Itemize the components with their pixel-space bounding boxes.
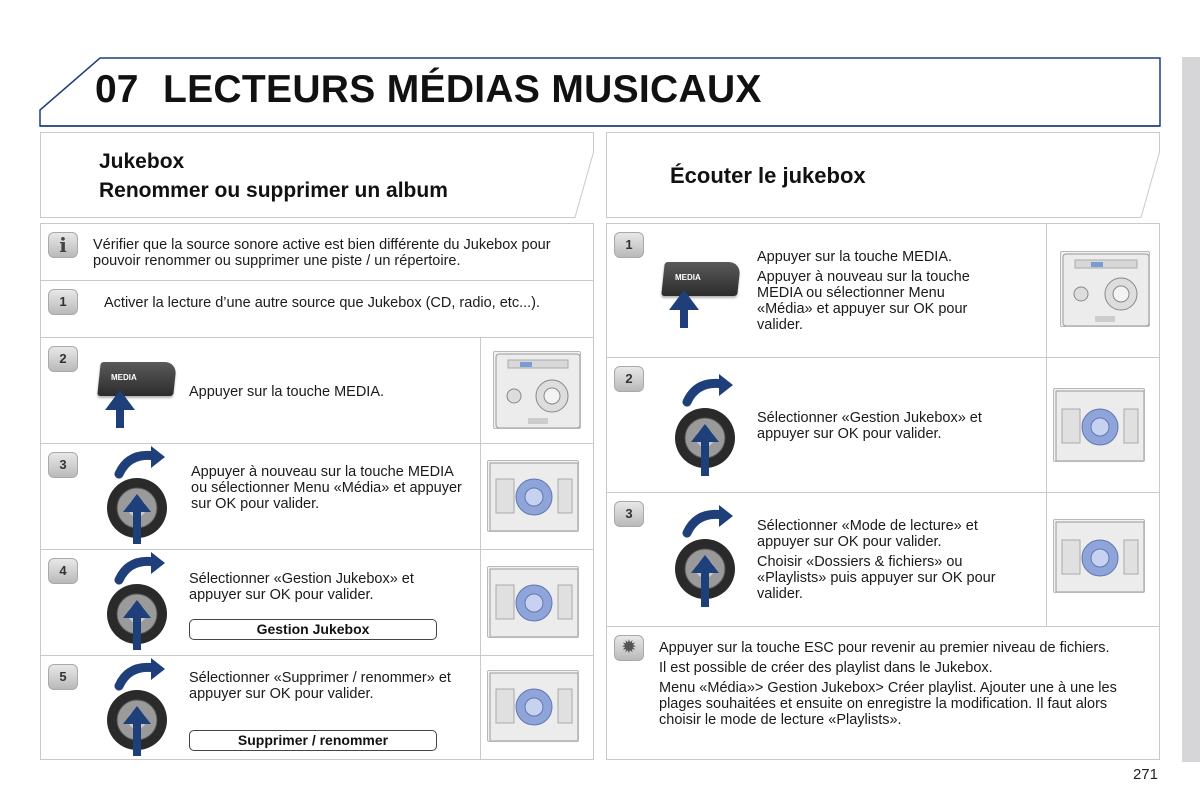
tip-row	[607, 627, 1159, 759]
media-key-label: MEDIA	[675, 273, 701, 282]
radio-unit-thumbnail	[1053, 388, 1145, 462]
step-text: Appuyer à nouveau sur la touche MEDIA ou sélectionner Menu «Média» et appuyer sur OK pour valider.	[191, 464, 462, 512]
tip-icon: ✹	[614, 635, 644, 661]
page-number: 271	[1132, 766, 1158, 783]
right-step-1	[607, 224, 1159, 358]
gestion-jukebox-button[interactable]: Gestion Jukebox	[189, 619, 437, 640]
radio-unit-thumbnail	[487, 460, 579, 532]
rotary-knob-icon	[669, 505, 749, 609]
left-title-line1: Jukebox	[99, 150, 185, 173]
step-badge: 1	[48, 289, 78, 315]
left-title-line2: Renommer ou supprimer un album	[99, 179, 448, 202]
step-text: Appuyer sur la touche MEDIA.	[189, 384, 385, 400]
dashboard-photo-cell	[480, 656, 593, 759]
supprimer-renommer-button[interactable]: Supprimer / renommer	[189, 730, 437, 751]
step-badge: 2	[614, 366, 644, 392]
rotary-knob-icon	[101, 446, 181, 546]
step-badge: 3	[614, 501, 644, 527]
left-step-1	[41, 281, 593, 338]
radio-unit-thumbnail	[493, 351, 581, 429]
dashboard-photo-cell	[1046, 493, 1159, 626]
left-step-2	[41, 338, 593, 444]
rotary-knob-icon	[101, 658, 181, 758]
chapter-title: LECTEURS MÉDIAS MUSICAUX	[163, 68, 762, 111]
left-step-4	[41, 550, 593, 656]
dashboard-photo-cell	[480, 550, 593, 655]
step-line-2: Choisir «Dossiers & fichiers» ou «Playlists» puis appuyer sur OK pour valider.	[757, 554, 996, 602]
step-text	[757, 518, 1032, 606]
radio-unit-thumbnail	[1060, 251, 1150, 327]
chapter-number: 07	[95, 68, 139, 111]
info-text: Vérifier que la source sonore active est bien différente du Jukebox pour pouvoir renommer ou supprimer une piste / un répertoire.	[93, 237, 551, 269]
media-key-label: MEDIA	[111, 373, 137, 382]
tip-line-1: Appuyer sur la touche ESC pour revenir au premier niveau de fichiers.	[659, 640, 1110, 656]
tip-line-3: Menu «Média»> Gestion Jukebox> Créer playlist. Ajouter une à une les plages souhaitées et ensuite on enregistre la modification. Il faut alors choisir le mode de lecture «Playlists».	[659, 680, 1117, 728]
step-badge: 1	[614, 232, 644, 258]
dashboard-photo-cell	[480, 444, 593, 549]
right-title: Écouter le jukebox	[670, 163, 866, 188]
step-line-1: Sélectionner «Mode de lecture» et appuyer sur OK pour valider.	[757, 518, 978, 550]
media-key	[99, 362, 179, 432]
right-step-2	[607, 358, 1159, 493]
dashboard-photo-cell	[1046, 224, 1159, 357]
left-panel	[40, 223, 594, 760]
step-text: Activer la lecture d’une autre source que Jukebox (CD, radio, etc...).	[104, 295, 541, 311]
tip-line-2: Il est possible de créer des playlist dans le Jukebox.	[659, 660, 993, 676]
right-step-3	[607, 493, 1159, 627]
step-text: Sélectionner «Gestion Jukebox» et appuyer sur OK pour valider.	[189, 571, 414, 603]
radio-unit-thumbnail	[1053, 519, 1145, 593]
radio-unit-thumbnail	[487, 566, 579, 638]
press-arrow-icon	[99, 362, 179, 432]
step-badge: 3	[48, 452, 78, 478]
left-step-5	[41, 656, 593, 759]
dashboard-photo-cell	[1046, 358, 1159, 492]
left-title-box	[40, 132, 594, 218]
step-badge: 4	[48, 558, 78, 584]
step-text: Sélectionner «Gestion Jukebox» et appuyer sur OK pour valider.	[757, 410, 982, 442]
step-badge: 2	[48, 346, 78, 372]
rotary-knob-icon	[101, 552, 181, 652]
right-panel	[606, 223, 1160, 760]
step-line-1: Appuyer sur la touche MEDIA.	[757, 249, 953, 265]
info-icon: i	[48, 232, 78, 258]
step-line-2: Appuyer à nouveau sur la touche MEDIA ou sélectionner Menu «Média» et appuyer sur OK pour valider.	[757, 269, 970, 333]
right-title-box	[606, 132, 1160, 218]
step-text	[757, 249, 1002, 337]
chapter-header	[0, 0, 1200, 130]
dashboard-photo-cell	[480, 338, 593, 443]
page-edge-strip	[1182, 57, 1200, 762]
radio-unit-thumbnail	[487, 670, 579, 742]
left-step-3	[41, 444, 593, 550]
press-arrow-icon	[663, 262, 743, 332]
tip-text	[659, 640, 1139, 732]
media-key	[663, 262, 743, 332]
step-badge: 5	[48, 664, 78, 690]
info-row	[41, 224, 593, 281]
step-text: Sélectionner «Supprimer / renommer» et appuyer sur OK pour valider.	[189, 670, 451, 702]
rotary-knob-icon	[669, 374, 749, 478]
